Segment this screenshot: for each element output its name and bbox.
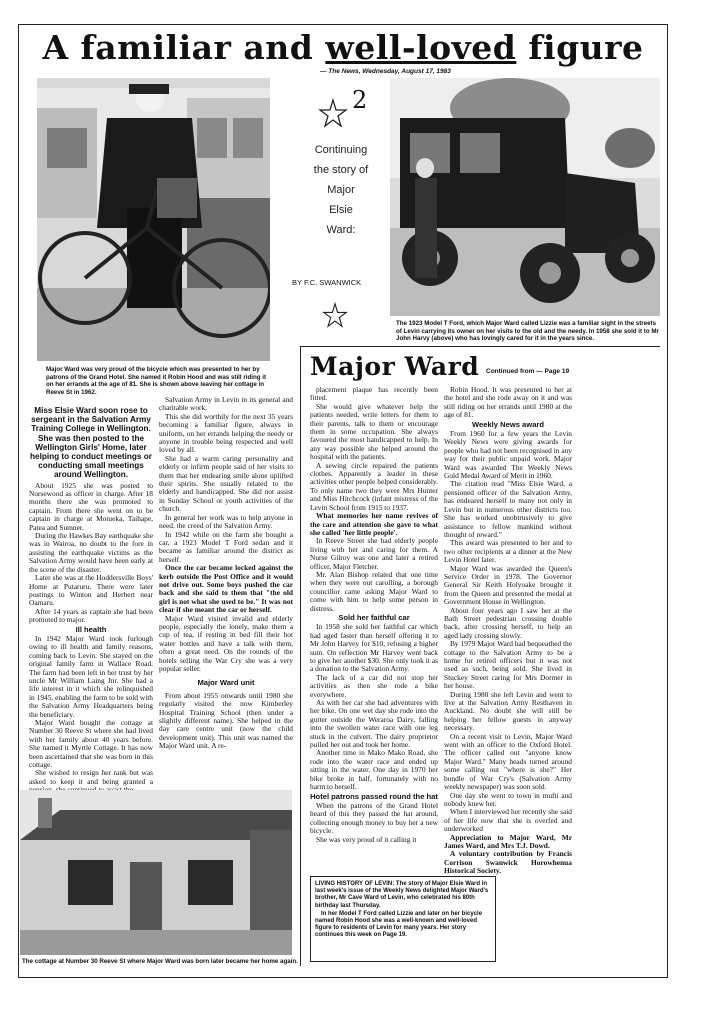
paragraph: placement plaque has recently been fitted. (310, 385, 438, 403)
subheading: Weekly News award (471, 419, 545, 429)
headline-part1: A familiar and (42, 28, 326, 67)
headline-part3: figure (516, 28, 644, 67)
paragraph: A voluntary contribution by Francis Corrison Swanwick Horowhenua Historical Society. (444, 849, 572, 876)
column-rule (300, 346, 301, 966)
car-photo-illustration (390, 78, 660, 316)
history-box-body: In her Model T Ford called Lizzie and later on her bicycle named Robin Hood she was a well-known and well-loved figure to residents of Levin for many years. Her story continues this week on Page 19. (315, 910, 483, 939)
paragraph: She wished to resign her rank but was asked to keep it and being granted a (29, 768, 153, 786)
paragraph: This she did worthily for the next 35 years becoming a familiar figure, always in uniform, on her errands helping the needy or anyone in trouble being respected and well loved by all. (159, 411, 293, 455)
paragraph: During the Hawkes Bay earthquake she was in Wairoa, no doubt to the fore in assisting the earthquake victims as the Salvation Army would have been early at the scene of the disaster. (29, 531, 153, 574)
star-icon-bottom (322, 302, 348, 333)
article-column-2 (159, 396, 293, 751)
paragraph: Another time in Mako Mako Road, she rode into the water race and ended up sitting in the water. One day in 1970 her bike broke in half, fortunately with no harm to herself. (310, 748, 438, 792)
major-ward-title: Major Ward (310, 352, 480, 381)
lead-paragraph: Miss Elsie Ward soon rose to sergeant in the Salvation Army Training College in Wellington. She was then posted to the Wellington Girls' Home, later helping to conduct meetings or conducting small meetings around Wellington. (30, 406, 152, 480)
paragraph: About 1925 she was posted to Norsewood as officer in charge. After 18 months there she was promoted to captain. From there she went on to be captain in charge at Motueka, Taihape, Patea and Sumner. (29, 480, 153, 532)
cottage-photo (20, 790, 292, 955)
subheading: Ill health (75, 624, 107, 634)
story-intro (295, 140, 387, 240)
paragraph: The citation read "Miss Elsie Ward, a pensioned officer of the Salvation Army, has endeared herself to many not only in Levin but in numerous other districts too. She has worked unobtrusively to give assistance to fellow mankind without thought of reward." (444, 479, 572, 539)
article-column-3 (310, 386, 438, 844)
paragraph: In 1942 while on the farm she bought a car, a 1923 Model T Ford sedan and it became as familiar around the district as herself. (159, 529, 293, 564)
byline: BY F.C. SWANWICK (292, 278, 362, 287)
paragraph: By 1979 Major Ward had bequeathed the cottage to the Salvation Army to be a home for retired officers but it was not used as such, being sold. She lived in Stuckey Street caring for Mrs Dormer in her house. (444, 639, 572, 691)
paragraph: Once the car became locked against the kerb outside the Post Office and it would not drive out. Some boys pushed the car back and she said to them that "the old girl is not what she used to be." It was not clear if she meant the car or herself. (159, 563, 293, 615)
continued-from-page: Continued from — Page 19 (486, 368, 570, 375)
paragraph: In 1958 she sold her faithful car which had aged faster than herself offering it to Mr John Harvey for $10, refusing a higher sum. On reflection Mr Harvey went back to give her another $30. She only took it as a donation to the Salvation Army. (310, 622, 438, 674)
history-box-lead: LIVING HISTORY OF LEVIN: The story of Major Elsie Ward in last week's issue of the Weekly News delighted Major Ward's brother, Mr Cave Ward of Levin, who celebrated his 80th birthday last Thursday. (315, 881, 489, 909)
headline (20, 26, 666, 70)
paragraph: Later she was at the Hoddersville Boys' Home at Putaruru. There were later postings to Winton and Herbert near Oamaru. (29, 573, 153, 608)
paragraph: She had a warm caring personality and elderly or infirm people said of her visits to them that her endearing smile alone uplifted their spirits. She usually related to the elderly and handicapped. She did not assist in Sunday School or youth activities of the church. (159, 453, 293, 514)
intro-line: Continuing (314, 144, 368, 156)
bicycle-caption: Major Ward was very proud of the bicycle which was presented to her by patrons of the Grand Hotel. She named it Robin Hood and was still riding it on her errands at the age of 81. She is shown above leaving her cottage in Reeve St in 1962. (46, 366, 267, 396)
dateline: — The News, Wednesday, August 17, 1983 (320, 68, 451, 75)
star-icon-top (318, 98, 348, 133)
paragraph: A sewing circle repaired the patients clothes. Apparently a leader in these activities other people helped considerably. To only name two they were Mrs Hunter and Miss Hitchcock (infant mistress of the Levin School from 1915 to 1937. (310, 460, 438, 512)
paragraph: About four years ago I saw her at the Bath Street pedestrian crossing double back, after crossing herself, to help an aged lady crossing slowly. (444, 605, 572, 640)
paragraph: When I interviewed her recently she said of her life now that she is overfed and underworked (444, 807, 572, 834)
paragraph: Major Ward was awarded the Queen's Service Order in 1978. The Governor General Sir Keith Holyoake brought it from the Queen and presented the medal at Government House in Wellington. (444, 563, 572, 607)
car-caption: The 1923 Model T Ford, which Major Ward called Lizzie was a familiar sight in the streets of Levin carrying its owner on her visits to the old and the needy. In 1958 she sold it to Mr John Harvy (above) who has lovingly cared for it in the years since. (396, 320, 659, 343)
paragraph: Major Ward bought the cottage at Number 30 Reeve St where she had lived with her family about 40 years before. She named it Myrtle Cottage. It has now been ascertained that she was born in this cottage. (29, 718, 153, 770)
paragraph: After 14 years as captain she had been promoted to major. (29, 606, 153, 625)
paragraph: When the patrons of the Grand Hotel heard of this they passed the hat around, collecting enough money to buy her a new bicycle. (310, 800, 438, 836)
intro-line: Major (327, 184, 355, 196)
subheading: Hotel patrons passed round the hat (310, 791, 438, 801)
bicycle-photo-illustration (37, 78, 270, 361)
paragraph: The lack of a car did not stop her activities as then she rode a bike everywhere. (310, 672, 438, 699)
subheading: Major Ward unit (197, 678, 255, 688)
article-column-1 (29, 406, 153, 795)
paragraph: In Reeve Street she had elderly people living with her and caring for them. A Nurse Gilroy was one and later a retired officer, Major Fletcher. (310, 536, 438, 571)
article-column-4 (444, 386, 572, 876)
car-photo (390, 78, 660, 316)
paragraph: Mr. Alan Bishop related that one time when they were out carolling, a borough councillor came asking Major Ward to come with him to help some person in distress. (310, 569, 438, 613)
intro-line: the story of (313, 164, 369, 176)
intro-line: Ward: (326, 224, 356, 236)
paragraph: From 1960 for a few years the Levin Weekly News were giving awards for people who had not been recognised in any way for their public unpaid work. Major Ward was awarded The Weekly News Gold Medal Award of Merit in 1960. (444, 429, 572, 481)
paragraph: Salvation Army in Levin in its general and charitable work. (159, 395, 293, 413)
paragraph: She was very proud of it calling it (316, 834, 417, 844)
paragraph: In 1942 Major Ward took furlough owing to ill health and family reasons, coming back to Levin. She stayed on the original family farm in Wallace Road. The farm had been left in her trust by her uncle Mr William Laing Jnr. She had a life interest in it which she relinquished in 1945, enabling the farm to be sold with the Salvation Army Headquarters being the beneficiary. (29, 633, 153, 719)
paragraph: From about 1955 onwards until 1980 she regularly visited the now Kimberley Hospital Training School (then under a slightly different name). She helped in the day care centre unit (now the child development unit). This unit was named the Major Ward unit. A re- (159, 690, 293, 751)
paragraph: During 1980 she left Levin and went to live at the Salvation Army Resthaven in Auckland. No doubt she will still be helping her fellow guests in anyway necessary. (444, 689, 572, 733)
paragraph: In general her work was to help anyone in need, the creed of the Salvation Army. (159, 512, 293, 531)
paragraph: Major Ward visited invalid and elderly people, especially the lonely, make them a cup of tea, if resting in bed fill their hot water bottles and have a talk with them, often a great need. On the rounds of the hotels selling the War Cry she was a very popular seller. (159, 613, 293, 673)
paragraph: As with her car she had adventures with her bike. On one wet day she rode into the gutter outside the Weraroa Dairy, falling into the swollen water race with one leg stuck in the culvert. The dairy proprietor pulled her out and took her home. (310, 698, 438, 750)
headline-underlined: well-loved (325, 28, 517, 67)
paragraph: Robin Hood. It was presented to her at the hotel and she rode away on it and was still riding on her errands until 1980 at the age of 81. (444, 385, 572, 420)
paragraph: She would give whatever help the patients needed, write letters for them to their parents, talk to them or encourage them in some occupation. She always favoured the most handicapped to help. In any way possible she helped around the hospital with the patients. (310, 401, 438, 462)
paragraph: What memories her name revives of the care and attention she gave to what she called 'her little people'. (310, 511, 438, 537)
history-box (310, 876, 496, 962)
cottage-photo-illustration (20, 790, 292, 955)
major-ward-rule (300, 346, 660, 347)
paragraph: On a recent visit to Levin, Major Ward went with an officer to the Oxford Hotel. The officer called out "anyone know Major Ward." Many heads turned around some calling out "where is she?" Her bundle of War Cry's (Salvation Army weekly newspaper) was soon sold. (444, 731, 572, 792)
paragraph: One day she went to town in mufti and nobody knew her. (444, 790, 572, 808)
intro-line: Elsie (329, 204, 353, 216)
paragraph: This award was presented to her and to two other recipients at a dinner at the New Levin Hotel later. (444, 538, 572, 565)
handwritten-mark: 2 (352, 86, 368, 114)
cottage-caption: The cottage at Number 30 Reeve St where Major Ward was born later became her home again. (22, 958, 298, 965)
paragraph: Appreciation to Major Ward, Mr James Ward, and Mrs T.J. Dowd. (444, 832, 572, 850)
subheading: Sold her faithful car (338, 612, 410, 622)
bicycle-photo (37, 78, 270, 361)
